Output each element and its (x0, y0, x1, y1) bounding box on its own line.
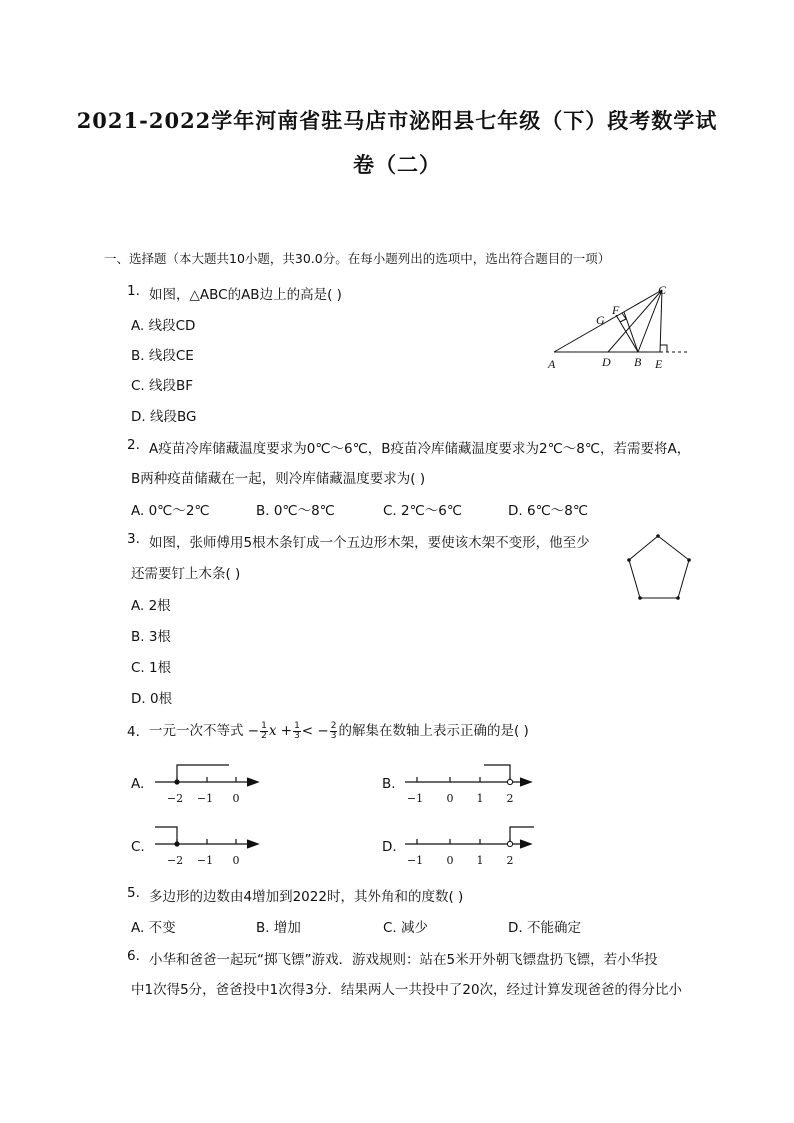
q2-stem-line2: B两种疫苗储藏在一起，则冷库储藏温度要求为( ) (131, 471, 426, 487)
q4c-tick-label: −1 (196, 854, 214, 867)
q1-option-a: A. 线段CD (131, 318, 196, 334)
q4-stem-before: 一元一次不等式 − (149, 723, 260, 739)
q4-number-line-b (400, 760, 540, 810)
q1-label-b: B (634, 355, 642, 369)
q3-stem-line2: 还需要钉上木条( ) (131, 566, 241, 582)
q4d-tick-label: 1 (476, 854, 484, 867)
q4-option-d-letter: D. (382, 839, 397, 855)
q4d-tick-label: −1 (406, 854, 424, 867)
q1-option-b: B. 线段CE (131, 348, 194, 364)
q4c-tick-label: −2 (166, 854, 184, 867)
q2-option-a: A. 0℃～2℃ (131, 503, 210, 519)
q4-stem (149, 719, 529, 741)
q4d-tick-label: 2 (506, 854, 514, 867)
q1-number: 1. (127, 283, 140, 299)
exam-title-line1: 2021-2022学年河南省驻马店市泌阳县七年级（下）段考数学试 (76, 108, 718, 133)
q4b-tick-label: 0 (446, 792, 454, 805)
q4-frac3: $\frac{2}{3}$ (330, 720, 337, 741)
q4d-tick-label: 0 (446, 854, 454, 867)
q1-label-f: F (612, 303, 620, 317)
q4-mid2: < − (301, 723, 329, 739)
q5-option-a: A. 不变 (131, 920, 176, 936)
q3-number: 3. (127, 531, 140, 547)
q2-stem-line1: A疫苗冷库储藏温度要求为0℃～6℃，B疫苗冷库储藏温度要求为2℃～8℃，若需要将A， (149, 441, 691, 457)
q4-frac1: $\frac{1}{2}$ (261, 720, 267, 741)
q1-label-d: D (602, 355, 611, 369)
q3-option-a: A. 2根 (131, 598, 171, 614)
q1-triangle-figure (540, 282, 700, 374)
q4-option-a-letter: A. (131, 776, 145, 792)
q4-mid1: x + (268, 723, 293, 739)
q4a-tick-label: −2 (166, 792, 184, 805)
q2-option-c: C. 2℃～6℃ (383, 503, 463, 519)
q5-option-b: B. 增加 (256, 920, 301, 936)
q5-stem: 多边形的边数由4增加到2022时，其外角和的度数( ) (149, 889, 464, 905)
q3-stem-line1: 如图，张师傅用5根木条钉成一个五边形木架，要使该木架不变形，他至少 (149, 535, 590, 551)
q6-stem-line1: 小华和爸爸一起玩“掷飞镖”游戏．游戏规则：站在5米开外朝飞镖盘扔飞镖，若小华投 (149, 952, 658, 968)
q4a-tick-label: −1 (196, 792, 214, 805)
q3-option-c: C. 1根 (131, 660, 172, 676)
q1-label-a: A (548, 357, 556, 371)
q1-option-d: D. 线段BG (131, 409, 197, 425)
q4b-tick-label: 2 (506, 792, 514, 805)
q4-option-c-letter: C. (131, 839, 145, 855)
q1-label-e: E (655, 357, 663, 371)
q4-number: 4. (127, 724, 140, 740)
q4b-tick-label: −1 (406, 792, 424, 805)
q4-number-line-d (400, 822, 540, 872)
q3-option-d: D. 0根 (131, 691, 173, 707)
q1-label-g: G (596, 313, 605, 327)
q1-option-c: C. 线段BF (131, 378, 194, 394)
exam-title-line2: 卷（二） (353, 152, 441, 177)
q2-option-d: D. 6℃～8℃ (508, 503, 588, 519)
q5-option-c: C. 减少 (383, 920, 429, 936)
q4b-tick-label: 1 (476, 792, 484, 805)
q1-label-c: C (658, 283, 667, 297)
q4c-tick-label: 0 (232, 854, 240, 867)
q4-option-b-letter: B. (382, 776, 396, 792)
q6-stem-line2: 中1次得5分，爸爸投中1次得3分．结果两人一共投中了20次，经过计算发现爸爸的得分比小 (131, 982, 683, 998)
q2-number: 2. (127, 437, 140, 453)
section-header: 一、选择题（本大题共10小题，共30.0分。在每小题列出的选项中，选出符合题目的一项） (104, 251, 611, 266)
q4-frac2: $\frac{1}{3}$ (294, 720, 300, 741)
q4-stem-after: 的解集在数轴上表示正确的是( ) (338, 723, 529, 739)
q4a-tick-label: 0 (232, 792, 240, 805)
q5-number: 5. (127, 885, 140, 901)
q4-number-line-a (150, 760, 265, 810)
q4-number-line-c (150, 822, 265, 872)
q1-stem: 如图，△ABC的AB边上的高是( ) (149, 287, 342, 303)
q6-number: 6. (127, 948, 140, 964)
q5-option-d: D. 不能确定 (508, 920, 581, 936)
q2-option-b: B. 0℃～8℃ (256, 503, 335, 519)
q3-pentagon-figure (620, 528, 700, 608)
q3-option-b: B. 3根 (131, 629, 171, 645)
